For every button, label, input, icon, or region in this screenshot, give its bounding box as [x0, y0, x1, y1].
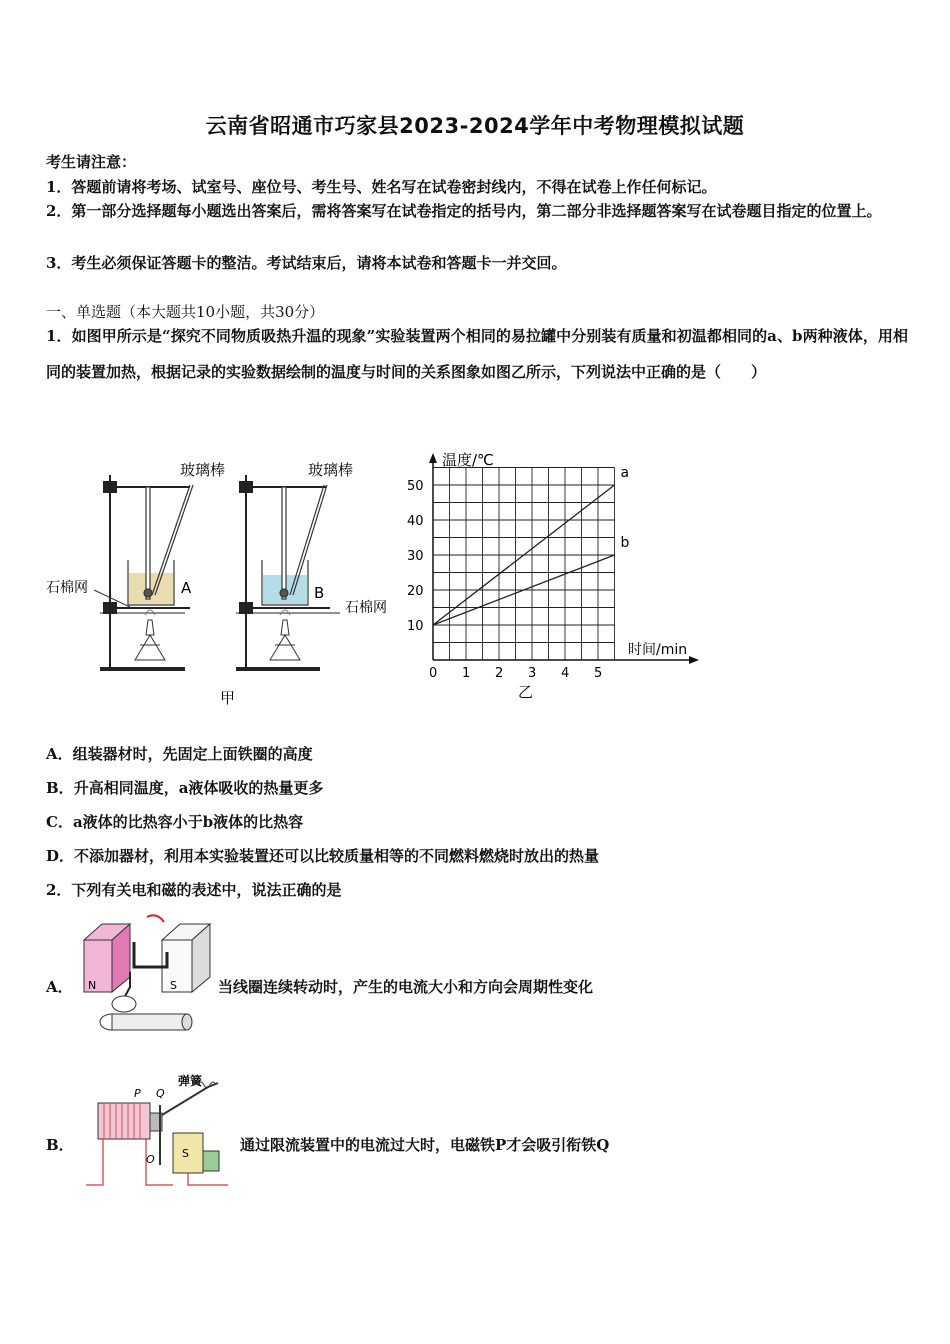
chart-ticks	[407, 479, 602, 681]
y-tick-label: 10	[407, 619, 424, 634]
x-tick-label: 4	[561, 666, 570, 681]
label-S: S	[182, 1147, 189, 1160]
q1-stem: 1．如图甲所示是“探究不同物质吸热升温的现象”实验装置两个相同的易拉罐中分别装有质量和初温都相同的a、b两种液体，用相同的装置加热，根据记录的实验数据绘制的温度与时间的关系图象如图乙所示，下列说法中正确的是（ ）	[46, 327, 908, 381]
x-tick-label: 2	[495, 666, 504, 681]
chart-caption: 乙	[518, 683, 534, 701]
notice-item-2: 2．第一部分选择题每小题选出答案后，需将答案写在试卷指定的括号内，第二部分非选择题答案写在试卷题目指定的位置上。	[46, 202, 882, 220]
rotation-arrow-icon	[147, 915, 164, 922]
q2-option-b-letter[interactable]: B．	[46, 1136, 74, 1154]
x-tick-label: 1	[462, 666, 471, 681]
q1-option-a-letter: A．	[46, 745, 73, 763]
chart-ylabel: 温度/℃	[442, 451, 494, 469]
y-tick-label: 30	[407, 549, 424, 564]
caption-jia: 甲	[220, 689, 236, 707]
label-A: A	[181, 579, 192, 597]
current-limiter-figure	[78, 1065, 238, 1195]
q1-option-a-text: 组装器材时，先固定上面铁圈的高度	[72, 745, 313, 763]
q1-option-d[interactable]	[46, 845, 599, 866]
burner-1	[135, 610, 165, 660]
x-tick-label: 0	[429, 666, 438, 681]
magnet-n-label: N	[88, 979, 97, 992]
label-net-2: 石棉网	[345, 600, 387, 616]
q2-option-b-text[interactable]: 通过限流装置中的电流过大时，电磁铁P才会吸引衔铁Q	[240, 1136, 610, 1154]
y-tick-label: 50	[407, 479, 424, 494]
spring-label: 弹簧	[178, 1074, 203, 1088]
figure-yi-chart	[400, 445, 710, 705]
q1-option-d-letter: D．	[46, 847, 75, 865]
chart-xlabel: 时间/min	[628, 642, 688, 658]
label-Q: Q	[156, 1087, 165, 1100]
chart-grid	[433, 468, 615, 661]
q1-option-c-letter: C．	[46, 813, 73, 831]
q1-option-d-text: 不添加器材，利用本实验装置还可以比较质量相等的不同燃料燃烧时放出的热量	[74, 847, 600, 865]
q1-option-c-text: a液体的比热容小于b液体的比热容	[72, 813, 304, 831]
label-rod-1: 玻璃棒	[180, 461, 226, 479]
q1-option-a[interactable]	[46, 743, 313, 764]
y-axis-arrow-icon	[429, 453, 437, 463]
series-label-b: b	[620, 535, 630, 551]
q1-option-b-text: 升高相同温度，a液体吸收的热量更多	[73, 779, 324, 797]
label-net-1: 石棉网	[46, 580, 88, 596]
label-B: B	[314, 584, 325, 602]
x-tick-label: 3	[528, 666, 537, 681]
q2-option-a-letter[interactable]: A．	[46, 978, 73, 996]
q2-option-a-text[interactable]: 当线圈连续转动时，产生的电流大小和方向会周期性变化	[218, 978, 594, 996]
label-rod-2: 玻璃棒	[308, 461, 354, 479]
series-label-a: a	[620, 465, 630, 481]
q1-option-c[interactable]	[46, 811, 303, 832]
burner-2	[270, 610, 300, 660]
stand-1	[100, 475, 190, 669]
q1-option-b-letter: B．	[46, 779, 74, 797]
generator-figure	[72, 912, 214, 1037]
x-tick-label: 5	[594, 666, 603, 681]
notice-heading: 考生请注意：	[46, 153, 137, 171]
section-heading: 一、单选题（本大题共10小题，共30分）	[46, 303, 325, 321]
notice-item-1: 1．答题前请将考场、试室号、座位号、考生号、姓名写在试卷密封线内，不得在试卷上作任何标记。	[46, 178, 717, 196]
q2-stem: 2．下列有关电和磁的表述中，说法正确的是	[46, 881, 342, 899]
label-P: P	[134, 1087, 141, 1100]
chart-series	[433, 465, 630, 625]
label-O: O	[146, 1153, 155, 1166]
notice-item-3: 3．考生必须保证答题卡的整洁。考试结束后，请将本试卷和答题卡一并交回。	[46, 254, 567, 272]
figure-jia	[40, 455, 410, 710]
magnet-s-label: S	[170, 979, 177, 992]
q1-option-b[interactable]	[46, 777, 323, 798]
page-title: 云南省昭通市巧家县2023-2024学年中考物理模拟试题	[205, 114, 745, 138]
y-tick-label: 40	[407, 514, 424, 529]
y-tick-label: 20	[407, 584, 424, 599]
x-axis-arrow-icon	[689, 656, 699, 664]
